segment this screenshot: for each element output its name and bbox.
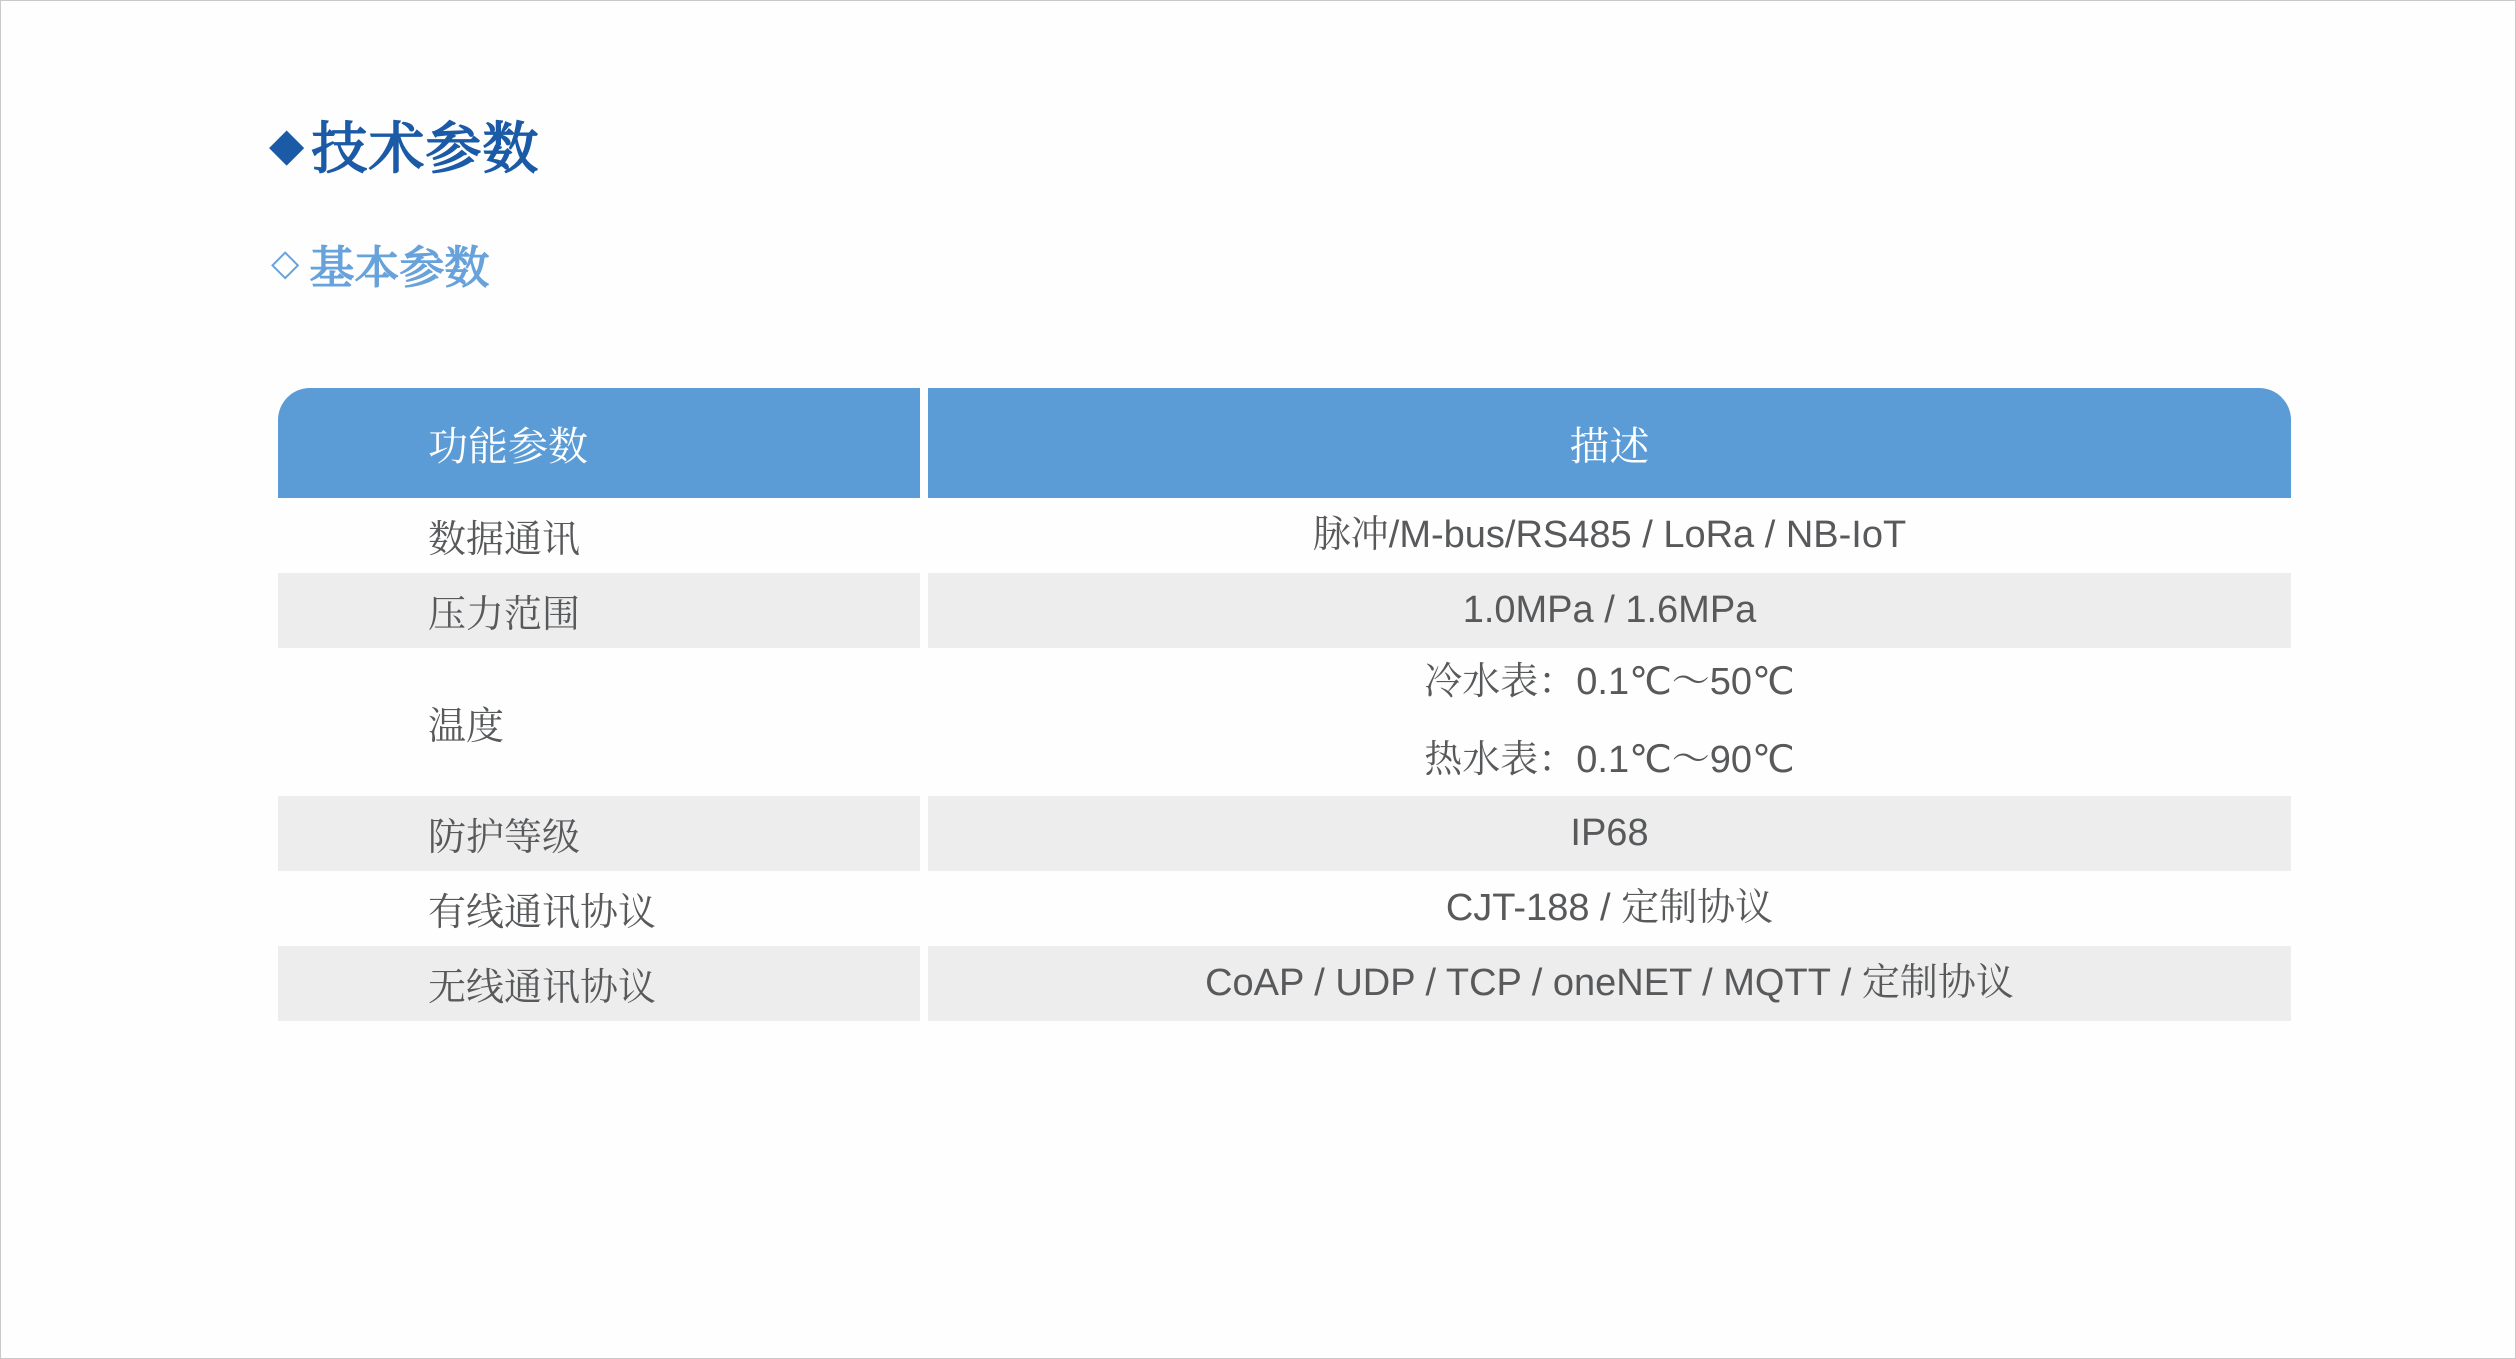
param-cell: 温度	[428, 705, 505, 748]
column-divider	[920, 573, 928, 648]
table-row	[278, 648, 2291, 796]
subsection-title	[271, 231, 489, 296]
subsection-title-text: 基本参数	[309, 242, 490, 293]
param-cell: 无线通讯协议	[278, 946, 920, 1021]
header-cell-description: 描述	[928, 388, 2291, 498]
column-divider	[920, 498, 928, 573]
value-cell	[928, 498, 2291, 573]
section-title	[269, 105, 539, 185]
value-cell	[928, 796, 2291, 871]
value-line: 脉冲/M-bus/RS485 / LoRa / NB-IoT	[1312, 513, 1907, 556]
table-row	[278, 498, 2291, 573]
value-cell	[928, 946, 2291, 1021]
column-divider	[920, 871, 928, 946]
value-line: 1.0MPa / 1.6MPa	[1462, 588, 1757, 631]
param-cell: 防护等级	[278, 796, 920, 871]
table-header-row	[278, 388, 2291, 498]
value-cell	[928, 648, 2291, 796]
value-line: CJT-188 / 定制协议	[1445, 886, 1774, 929]
value-cell	[928, 871, 2291, 946]
table-row	[278, 946, 2291, 1021]
value-line: 热水表：0.1℃～90℃	[1424, 739, 1795, 781]
param-cell: 有线通讯协议	[428, 892, 657, 934]
value-line: IP68	[1570, 811, 1649, 854]
column-divider	[920, 796, 928, 871]
header-cell-param: 功能参数	[278, 388, 920, 498]
table-row	[278, 871, 2291, 946]
param-cell: 压力范围	[278, 573, 920, 648]
table-row	[278, 573, 2291, 648]
value-cell	[928, 573, 2291, 648]
value-line: CoAP / UDP / TCP / oneNET / MQTT / 定制协议	[1205, 961, 2014, 1004]
solid-diamond-icon: ◆	[269, 118, 306, 171]
spec-table	[278, 388, 2291, 1021]
column-divider	[920, 946, 928, 1021]
param-cell: 数据通讯	[428, 519, 581, 561]
table-row	[278, 796, 2291, 871]
column-divider	[920, 388, 928, 498]
value-line: 冷水表：0.1℃～50℃	[1424, 661, 1795, 704]
column-divider	[920, 648, 928, 796]
section-title-text: 技术参数	[311, 117, 540, 180]
outline-diamond-icon: ◇	[271, 242, 300, 284]
